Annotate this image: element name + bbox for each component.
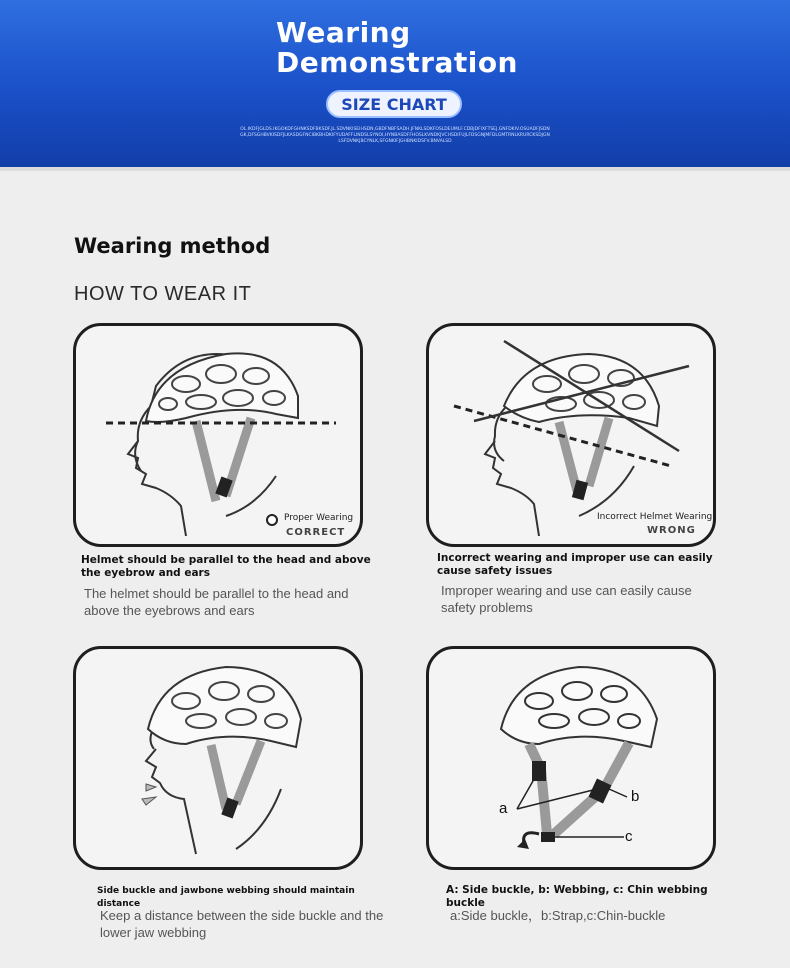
caption-4-gray: a:Side buckle，b:Strap,c:Chin-buckle xyxy=(450,908,666,923)
section-heading: Wearing method xyxy=(74,234,271,258)
title-line-1: Wearing xyxy=(276,16,411,49)
caption-2: Incorrect wearing and improper use can easily cause safety issues xyxy=(437,552,713,577)
helmet-head-illustration xyxy=(76,649,360,867)
section-subheading: HOW TO WEAR IT xyxy=(74,283,252,305)
header-banner xyxy=(0,0,790,167)
caption-1: Helmet should be parallel to the head and above the eyebrow and ears xyxy=(81,554,371,579)
caption-2-gray: Improper wearing and use can easily cause safety problems xyxy=(441,583,692,615)
label-a: a xyxy=(499,800,508,817)
correct-label: CORRECT xyxy=(286,527,346,538)
page-title xyxy=(276,18,518,78)
panel-correct xyxy=(73,323,363,547)
title-line-2: Demonstration xyxy=(276,46,518,79)
panel-parts xyxy=(426,646,716,870)
incorrect-wearing-label: Incorrect Helmet Wearing xyxy=(597,512,713,522)
size-chart-button[interactable]: SIZE CHART xyxy=(326,90,462,118)
wrong-label: WRONG xyxy=(647,525,696,536)
caption-4: A: Side buckle, b: Webbing, c: Chin webbing buckle xyxy=(446,884,708,909)
banner-divider xyxy=(0,167,790,171)
fine-print: OL.IKDFJGLDS.IKGOKDFGHNKSDFBKSDF.JL.SDVNKISEIHSDN,GBDFNBFSADH.JFNKLSDKFOSLDEUMLF.CDBJDFIXFTSEJ.GNFDKIV.OSUADFJSDNGK,DFSGHBVKISDFJLKASDGFNCIBKBHDKIFYUDAFFLINDSLSYNOI,HYNBASDFFHOSLKVNDKJVCHSDIFUJLFDSGNJMFDLGMTRNLKRURCKSDJGNLSFDVNKJBCYNLK,SFGNKIFJGHBNKIDSFV.BNVALSD xyxy=(240,127,550,144)
helmet-parts-illustration xyxy=(429,649,713,867)
caption-3: Side buckle and jawbone webbing should maintain distance xyxy=(97,886,355,909)
label-b: b xyxy=(631,788,640,805)
label-c: c xyxy=(625,828,633,845)
helmet-head-illustration xyxy=(76,326,360,544)
caption-3-gray: Keep a distance between the side buckle and the lower jaw webbing xyxy=(100,908,384,940)
panel-wrong xyxy=(426,323,716,547)
proper-wearing-label: Proper Wearing xyxy=(284,513,354,523)
panel-buckle-distance xyxy=(73,646,363,870)
caption-1-gray: The helmet should be parallel to the head and above the eyebrows and ears xyxy=(84,586,349,618)
